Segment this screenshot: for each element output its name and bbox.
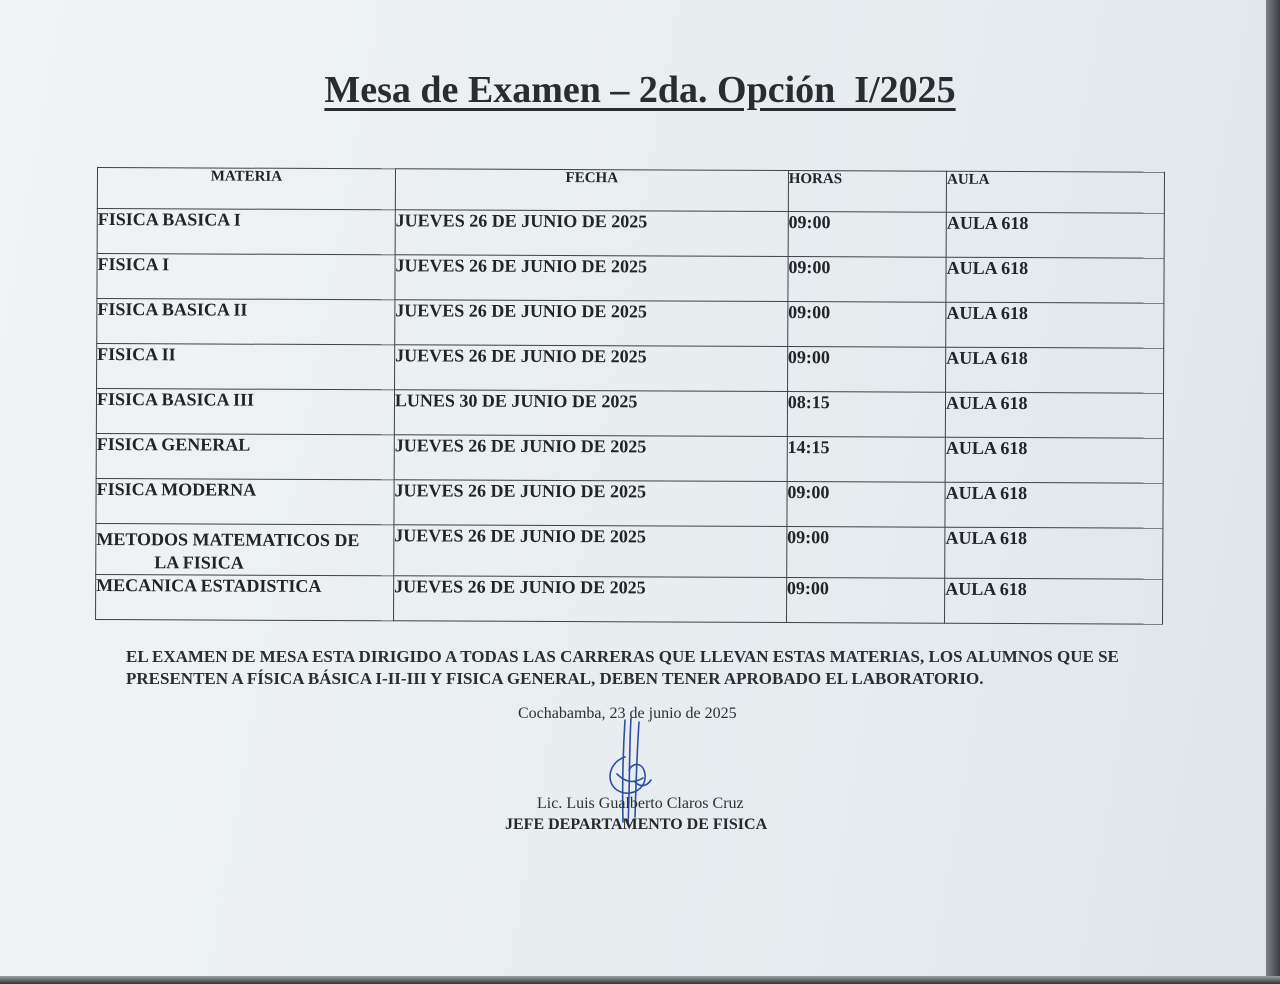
cell-fecha: LUNES 30 DE JUNIO DE 2025 <box>394 390 787 437</box>
signatory-name: Lic. Luis Gualberto Claros Cruz <box>537 795 744 812</box>
notice-line-2: PRESENTEN A FÍSICA BÁSICA I-II-III Y FISICA GENERAL, DEBEN TENER APROBADO EL LABORATORIO. <box>126 669 984 688</box>
cell-materia: MECANICA ESTADISTICA <box>96 574 394 620</box>
exam-schedule-table <box>95 167 1165 625</box>
notice-line-1: EL EXAMEN DE MESA ESTA DIRIGIDO A TODAS LAS CARRERAS QUE LLEVAN ESTAS MATERIAS, LOS ALUMNOS QUE SE <box>126 647 1119 666</box>
cell-aula: AULA 618 <box>946 302 1164 348</box>
cell-fecha: JUEVES 26 DE JUNIO DE 2025 <box>395 300 788 347</box>
cell-aula: AULA 618 <box>945 527 1163 579</box>
cell-aula: AULA 618 <box>945 578 1163 624</box>
cell-materia: FISICA II <box>97 344 395 390</box>
table-row <box>96 523 1163 579</box>
cell-materia: FISICA BASICA III <box>96 389 394 435</box>
cell-horas: 08:15 <box>787 392 945 438</box>
cell-aula: AULA 618 <box>946 212 1164 258</box>
cell-aula: AULA 618 <box>946 257 1164 303</box>
cell-fecha: JUEVES 26 DE JUNIO DE 2025 <box>394 525 787 578</box>
table-header-row <box>97 168 1164 214</box>
signatory-role: JEFE DEPARTAMENTO DE FISICA <box>505 816 768 833</box>
table-row <box>96 478 1163 528</box>
page-edge-bottom <box>0 976 1280 984</box>
cell-horas: 09:00 <box>788 257 946 303</box>
cell-materia: FISICA BASICA II <box>97 299 395 345</box>
column-header-fecha: FECHA <box>395 169 788 212</box>
cell-materia-line1: METODOS MATEMATICOS DE <box>96 529 360 551</box>
table-row <box>96 433 1163 483</box>
cell-aula: AULA 618 <box>945 392 1163 438</box>
cell-horas: 09:00 <box>787 482 945 528</box>
cell-aula: AULA 618 <box>945 482 1163 528</box>
column-header-aula: AULA <box>946 171 1164 213</box>
table-row <box>97 254 1164 304</box>
cell-fecha: JUEVES 26 DE JUNIO DE 2025 <box>393 576 786 623</box>
table-row <box>97 344 1164 394</box>
table-row <box>96 389 1163 439</box>
cell-fecha: JUEVES 26 DE JUNIO DE 2025 <box>394 435 787 482</box>
notice-text <box>126 646 1196 690</box>
cell-aula: AULA 618 <box>945 437 1163 483</box>
column-header-materia: MATERIA <box>97 168 395 210</box>
column-header-horas: HORAS <box>788 171 946 213</box>
cell-fecha: JUEVES 26 DE JUNIO DE 2025 <box>394 345 787 392</box>
table-row <box>96 574 1163 624</box>
cell-horas: 09:00 <box>787 347 945 393</box>
cell-fecha: JUEVES 26 DE JUNIO DE 2025 <box>394 480 787 527</box>
cell-materia: FISICA BASICA I <box>97 209 395 255</box>
cell-materia: FISICA MODERNA <box>96 478 394 524</box>
cell-horas: 09:00 <box>786 578 944 624</box>
table-row <box>97 209 1164 259</box>
cell-fecha: JUEVES 26 DE JUNIO DE 2025 <box>395 255 788 302</box>
cell-horas: 14:15 <box>787 437 945 483</box>
cell-materia: FISICA I <box>97 254 395 300</box>
cell-fecha: JUEVES 26 DE JUNIO DE 2025 <box>395 210 788 257</box>
cell-horas: 09:00 <box>788 302 946 348</box>
cell-materia: FISICA GENERAL <box>96 433 394 479</box>
cell-materia-line2: LA FISICA <box>154 552 244 573</box>
table-row <box>97 299 1164 349</box>
place-date: Cochabamba, 23 de junio de 2025 <box>518 705 737 722</box>
page-edge-right <box>1266 0 1280 984</box>
document-title: Mesa de Examen – 2da. Opción I/2025 <box>324 69 956 111</box>
cell-aula: AULA 618 <box>946 347 1164 393</box>
cell-horas: 09:00 <box>788 212 946 258</box>
cell-horas: 09:00 <box>786 527 945 579</box>
cell-materia <box>96 523 394 575</box>
